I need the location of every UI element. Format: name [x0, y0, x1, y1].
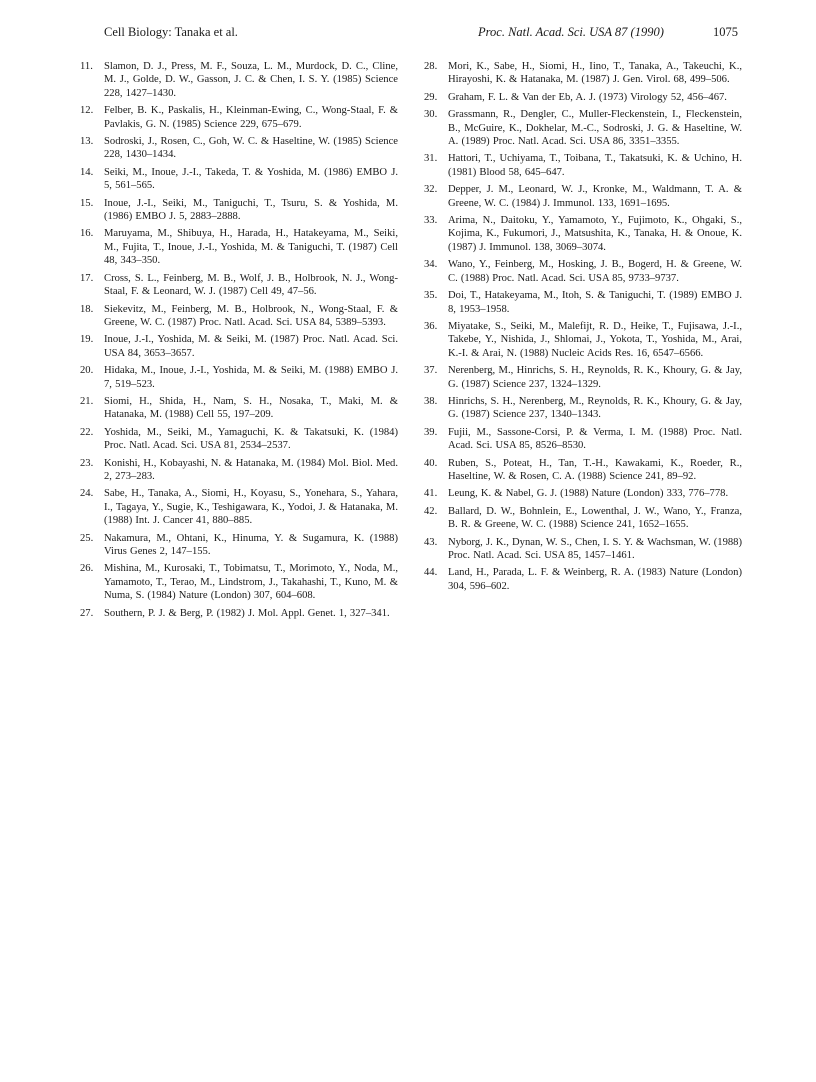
- reference-item: [76, 333, 398, 360]
- reference-text: Ruben, S., Poteat, H., Tan, T.-H., Kawakami, K., Roeder, R., Haseltine, W. & Rosen, C. A. (1988) Science 241, 89–92.: [448, 457, 742, 482]
- reference-item: [76, 197, 398, 224]
- reference-text: Nerenberg, M., Hinrichs, S. H., Reynolds, R. K., Khoury, G. & Jay, G. (1987) Science 237, 1324–1329.: [448, 365, 742, 390]
- reference-number: 22.: [80, 426, 94, 438]
- reference-text: Grassmann, R., Dengler, C., Muller-Fleckenstein, I., Fleckenstein, B., McGuire, K., Dokhelar, M.-C., Sodroski, J. G. & Haseltine, W. A. (1989) Proc. Natl. Acad. Sci. USA 86, 3351–3355.: [448, 109, 742, 148]
- reference-item: [76, 562, 398, 602]
- references-column-left: [76, 60, 398, 624]
- reference-number: 32.: [424, 184, 438, 196]
- reference-text: Sabe, H., Tanaka, A., Siomi, H., Koyasu, S., Yonehara, S., Yahara, I., Tagaya, Y., Sugie, K., Teshigawara, K., Yodoi, J. & Hatanaka, M. (1988) Int. J. Cancer 41, 880–885.: [104, 488, 398, 527]
- reference-text: Inoue, J.-I., Yoshida, M. & Seiki, M. (1987) Proc. Natl. Acad. Sci. USA 84, 3653–3657.: [104, 334, 398, 359]
- reference-item: [76, 426, 398, 453]
- reference-number: 43.: [424, 536, 438, 548]
- reference-text: Wano, Y., Feinberg, M., Hosking, J. B., Bogerd, H. & Greene, W. C. (1988) Proc. Natl. Acad. Sci. USA 85, 9733–9737.: [448, 259, 742, 284]
- page-number: 1075: [713, 25, 738, 39]
- reference-number: 38.: [424, 395, 438, 407]
- reference-text: Seiki, M., Inoue, J.-I., Takeda, T. & Yoshida, M. (1986) EMBO J. 5, 561–565.: [104, 166, 398, 192]
- reference-item: [76, 532, 398, 559]
- reference-text: Depper, J. M., Leonard, W. J., Kronke, M., Waldmann, T. A. & Greene, W. C. (1984) J. Immunol. 133, 1691–1695.: [448, 184, 742, 209]
- reference-number: 44.: [424, 567, 438, 579]
- reference-item: [76, 607, 398, 620]
- reference-text: Fujii, M., Sassone-Corsi, P. & Verma, I. M. (1988) Proc. Natl. Acad. Sci. USA 85, 8526–8530.: [448, 426, 742, 452]
- reference-text: Leung, K. & Nabel, G. J. (1988) Nature (London) 333, 776–778.: [448, 488, 729, 500]
- reference-number: 13.: [80, 136, 94, 148]
- reference-item: [420, 566, 742, 593]
- reference-text: Inoue, J.-I., Seiki, M., Taniguchi, T., Tsuru, S. & Yoshida, M. (1986) EMBO J. 5, 2883–2888.: [104, 197, 398, 223]
- reference-item: [76, 303, 398, 330]
- reference-number: 12.: [80, 105, 94, 117]
- reference-text: Felber, B. K., Paskalis, H., Kleinman-Ewing, C., Wong-Staal, F. & Pavlakis, G. N. (1985) Science 229, 675–679.: [104, 105, 398, 130]
- reference-number: 30.: [424, 109, 438, 121]
- reference-item: [76, 166, 398, 193]
- reference-item: [420, 60, 742, 87]
- reference-number: 11.: [80, 61, 93, 72]
- reference-number: 16.: [80, 228, 94, 240]
- reference-text: Mori, K., Sabe, H., Siomi, H., Iino, T., Tanaka, A., Takeuchi, K., Hirayoshi, K. & Hatanaka, M. (1987) J. Gen. Virol. 68, 499–506.: [448, 61, 742, 86]
- reference-item: [420, 505, 742, 532]
- reference-number: 20.: [80, 365, 94, 377]
- reference-text: Maruyama, M., Shibuya, H., Harada, H., Hatakeyama, M., Seiki, M., Fujita, T., Inoue, J.-I., Yoshida, M. & Taniguchi, T. (1987) Cell 48, 343–350.: [104, 228, 398, 267]
- reference-number: 15.: [80, 197, 94, 209]
- reference-text: Graham, F. L. & Van der Eb, A. J. (1973) Virology 52, 456–467.: [448, 91, 727, 103]
- reference-number: 18.: [80, 303, 94, 315]
- reference-text: Nyborg, J. K., Dynan, W. S., Chen, I. S. Y. & Wachsman, W. (1988) Proc. Natl. Acad. Sci. USA 85, 1457–1461.: [448, 536, 742, 561]
- reference-number: 37.: [424, 365, 438, 377]
- reference-item: [420, 395, 742, 422]
- reference-item: [76, 487, 398, 527]
- reference-text: Southern, P. J. & Berg, P. (1982) J. Mol. Appl. Genet. 1, 327–341.: [104, 607, 390, 619]
- reference-item: [76, 364, 398, 391]
- reference-number: 39.: [424, 426, 438, 438]
- reference-text: Arima, N., Daitoku, Y., Yamamoto, Y., Fujimoto, K., Ohgaki, S., Kojima, K., Fukumori, J., Matsushita, K., Tanaka, H. & Onoue, K. (1987) J. Immunol. 138, 3069–3074.: [448, 215, 742, 253]
- reference-item: [76, 60, 398, 100]
- reference-item: [420, 258, 742, 285]
- reference-number: 25.: [80, 532, 94, 544]
- reference-number: 21.: [80, 395, 94, 407]
- reference-item: [420, 426, 742, 453]
- reference-number: 14.: [80, 166, 94, 178]
- reference-number: 34.: [424, 259, 438, 271]
- reference-item: [420, 457, 742, 484]
- reference-item: [76, 457, 398, 484]
- reference-number: 23.: [80, 457, 94, 469]
- reference-number: 35.: [424, 290, 438, 302]
- reference-number: 42.: [424, 505, 438, 517]
- reference-text: Mishina, M., Kurosaki, T., Tobimatsu, T., Morimoto, Y., Noda, M., Yamamoto, T., Terao, M., Lindstrom, J., Takahashi, T., Kuno, M. & Numa, S. (1984) Nature (London) 307, 604–608.: [104, 563, 398, 602]
- reference-item: [76, 104, 398, 131]
- reference-text: Hidaka, M., Inoue, J.-I., Yoshida, M. & Seiki, M. (1988) EMBO J. 7, 519–523.: [104, 365, 398, 390]
- reference-text: Ballard, D. W., Bohnlein, E., Lowenthal, J. W., Wano, Y., Franza, B. R. & Greene, W. C. (1988) Science 241, 1652–1655.: [448, 505, 742, 531]
- reference-item: [420, 487, 742, 500]
- reference-text: Konishi, H., Kobayashi, N. & Hatanaka, M. (1984) Mol. Biol. Med. 2, 273–283.: [104, 457, 398, 482]
- reference-item: [420, 183, 742, 210]
- reference-text: Doi, T., Hatakeyama, M., Itoh, S. & Taniguchi, T. (1989) EMBO J. 8, 1953–1958.: [448, 290, 742, 315]
- reference-number: 19.: [80, 334, 94, 346]
- reference-text: Yoshida, M., Seiki, M., Yamaguchi, K. & Takatsuki, K. (1984) Proc. Natl. Acad. Sci. USA 81, 2534–2537.: [104, 426, 398, 452]
- reference-number: 26.: [80, 563, 94, 575]
- reference-number: 31.: [424, 153, 438, 165]
- reference-item: [420, 364, 742, 391]
- reference-number: 28.: [424, 61, 438, 72]
- reference-item: [420, 536, 742, 563]
- reference-text: Hinrichs, S. H., Nerenberg, M., Reynolds, R. K., Khoury, G. & Jay, G. (1987) Science 237, 1340–1343.: [448, 395, 742, 421]
- reference-number: 27.: [80, 607, 94, 619]
- reference-text: Siomi, H., Shida, H., Nam, S. H., Nosaka, T., Maki, M. & Hatanaka, M. (1988) Cell 55, 197–209.: [104, 395, 398, 421]
- reference-item: [76, 135, 398, 162]
- reference-text: Land, H., Parada, L. F. & Weinberg, R. A. (1983) Nature (London) 304, 596–602.: [448, 567, 742, 592]
- reference-text: Hattori, T., Uchiyama, T., Toibana, T., Takatsuki, K. & Uchino, H. (1981) Blood 58, 645–647.: [448, 153, 742, 178]
- reference-text: Siekevitz, M., Feinberg, M. B., Holbrook, N., Wong-Staal, F. & Greene, W. C. (1987) Proc. Natl. Acad. Sci. USA 84, 5389–5393.: [104, 303, 398, 328]
- journal-citation: Proc. Natl. Acad. Sci. USA 87 (1990): [478, 25, 664, 39]
- reference-text: Sodroski, J., Rosen, C., Goh, W. C. & Haseltine, W. (1985) Science 228, 1430–1434.: [104, 136, 398, 161]
- running-title: Cell Biology: Tanaka et al.: [104, 25, 238, 39]
- reference-number: 36.: [424, 320, 438, 332]
- reference-number: 29.: [424, 91, 438, 103]
- reference-number: 24.: [80, 488, 94, 500]
- references-column-right: [420, 60, 742, 597]
- reference-number: 17.: [80, 272, 94, 284]
- reference-item: [76, 395, 398, 422]
- page-header: [76, 25, 738, 47]
- reference-item: [420, 214, 742, 254]
- reference-item: [420, 320, 742, 360]
- reference-number: 41.: [424, 488, 438, 500]
- reference-item: [76, 272, 398, 299]
- reference-item: [420, 91, 742, 104]
- reference-number: 33.: [424, 215, 438, 227]
- reference-text: Miyatake, S., Seiki, M., Malefijt, R. D., Heike, T., Fujisawa, J.-I., Takebe, Y., Nishida, J., Shlomai, J., Yokota, T., Yoshida, M., Arai, K.-I. & Arai, N. (1988) Nucleic Acids Res. 16, 6547–6566.: [448, 320, 742, 359]
- reference-item: [420, 108, 742, 148]
- reference-text: Slamon, D. J., Press, M. F., Souza, L. M., Murdock, D. C., Cline, M. J., Golde, D. W., Gasson, J. C. & Chen, I. S. Y. (1985) Science 228, 1427–1430.: [104, 61, 398, 99]
- reference-item: [420, 289, 742, 316]
- reference-number: 40.: [424, 457, 438, 469]
- reference-text: Nakamura, M., Ohtani, K., Hinuma, Y. & Sugamura, K. (1988) Virus Genes 2, 147–155.: [104, 532, 398, 557]
- reference-item: [420, 152, 742, 179]
- reference-item: [76, 227, 398, 267]
- reference-text: Cross, S. L., Feinberg, M. B., Wolf, J. B., Holbrook, N. J., Wong-Staal, F. & Leonard, W. J. (1987) Cell 49, 47–56.: [104, 272, 398, 298]
